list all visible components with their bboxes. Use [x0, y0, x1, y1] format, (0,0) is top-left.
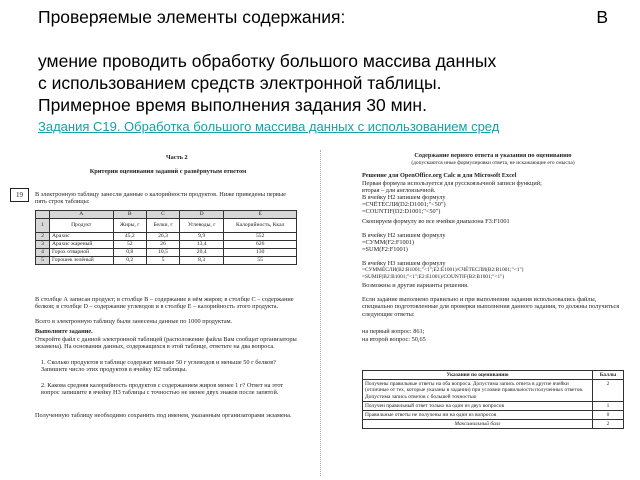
solution-line: В ячейку Н2 запишем формулу [362, 194, 446, 201]
sheet-cell: Горошек зелёный [50, 257, 114, 265]
sheet-cell: 552 [224, 233, 297, 241]
sheet-col-e: E [224, 211, 297, 219]
criteria-subtitle: Критерии оценивания заданий с развёрнутым ответом [89, 168, 247, 175]
heading-line-1-left: Проверяемые элементы содержания: [38, 7, 346, 27]
sheet-cell: 5 [146, 257, 179, 265]
criteria-row [363, 401, 624, 410]
part-label: Часть 2 [166, 154, 188, 161]
sheet-cell: 130 [224, 249, 297, 257]
columns-description: В столбце А записан продукт; в столбце В – содержание в нём жиров; в столбце С – содержание белков; в столбце D – содержание углеводов и в столбце Е – калорийность этого продукта. [35, 296, 294, 311]
sheet-row-number: 2 [36, 233, 50, 241]
sheet-cell: Белки, г [146, 219, 179, 233]
solution-heading: Решение для OpenOffice.org Calc и для Microsoft Excel [362, 172, 517, 179]
sheet-cell: Арахис жареный [50, 241, 114, 249]
sheet-row [36, 249, 297, 257]
sheet-cell: Арахис [50, 233, 114, 241]
sheet-cell: Калорийность, Ккал [224, 219, 297, 233]
sheet-cell: 13,4 [179, 241, 223, 249]
sheet-cell: 0,2 [113, 257, 146, 265]
slide-heading [38, 6, 608, 136]
sheet-cell: 55 [224, 257, 297, 265]
task-number-box: 19 [10, 188, 29, 202]
row-count-note: Всего в электронную таблицу были занесены данные по 1000 продуктам. [35, 318, 233, 325]
sheet-cell: 10,5 [146, 249, 179, 257]
task-heading: Выполните задание. [35, 328, 93, 335]
answer-title-note: (допускаются иные формулировки ответа, не искажающие его смысла) [411, 160, 575, 166]
sheet-row-number: 4 [36, 249, 50, 257]
tasks-c19-link[interactable]: Задания С19. Обработка большого массива данных с использованием сред [38, 119, 500, 134]
sheet-cell: Горох отварной [50, 249, 114, 257]
solution-formula: =COUNTIF(D2:D1001;"<50") [362, 208, 441, 215]
sheet-col-b: B [113, 211, 146, 219]
sheet-col-c: C [146, 211, 179, 219]
solution-formula: =СЧЁТЕСЛИ(D2:D1001;"<50") [362, 201, 446, 208]
solution-formula: =СУММЕСЛИ(B2:B1001;"<1";E2:E1001)/СЧЁТЕСЛИ(B2:B1001;"<1") [362, 267, 524, 273]
solution-formula: =SUM(F2:F1001) [362, 246, 408, 253]
sheet-cell: 8,3 [179, 257, 223, 265]
sheet-row [36, 241, 297, 249]
solution-line: Скопируем формулу во все ячейки диапазона F3:F1001 [362, 218, 510, 225]
criteria-header-row [363, 371, 624, 380]
solution-line: Возможны и другие варианты решения. [362, 282, 469, 289]
criteria-row [363, 411, 624, 420]
save-instruction: Полученную таблицу необходимо сохранить под именем, указанным организаторами экзамена. [35, 412, 292, 419]
sheet-row [36, 257, 297, 265]
criteria-points: 2 [593, 380, 624, 402]
sheet-row-number: 3 [36, 241, 50, 249]
criteria-max-label: Максимальный балл [363, 420, 593, 429]
sheet-cell: Продукт [50, 219, 114, 233]
solution-formula: =СУММ(F2:F1001) [362, 239, 415, 246]
sheet-cell: 52 [113, 241, 146, 249]
criteria-text: Получены правильные ответы на оба вопроса. Допустима запись ответа в другие ячейки (отличные от тех, которые указаны в задании) при условии правильности полученных ответов. Допустима запись ответов с большей точностью [363, 380, 593, 402]
solution-formula: =SUMIF(B2:B1001;"<1";E2:E1001)/COUNTIF(B2:B1001;"<1") [362, 274, 505, 280]
heading-line-3: с использованием средств электронной таблицы. [38, 73, 442, 93]
sheet-cell: 0,8 [113, 249, 146, 257]
sheet-cell: 20,4 [179, 249, 223, 257]
sheet-row [36, 233, 297, 241]
sheet-col-a: A [50, 211, 114, 219]
sheet-cell: 26 [146, 241, 179, 249]
criteria-points: 0 [593, 411, 624, 420]
sheet-row-number: 1 [36, 219, 50, 233]
question-1: 1. Сколько продуктов в таблице содержат меньше 50 г углеводов и меньше 50 г белков? Запишите число этих продуктов в ячейку Н2 таблицы. [41, 359, 276, 374]
heading-line-2: умение проводить обработку большого массива данных [38, 51, 497, 71]
answer-2: на второй вопрос: 50,65 [362, 336, 426, 343]
criteria-max-value: 2 [593, 420, 624, 429]
answer-title: Содержание верного ответа и указания по оцениванию [414, 152, 572, 159]
sheet-header-row [36, 211, 297, 219]
answer-page-scan [362, 152, 626, 478]
solution-line: вторая – для англоязычной. [362, 187, 436, 194]
criteria-row [363, 380, 624, 402]
criteria-max-row [363, 420, 624, 429]
heading-line-1-right: В [596, 7, 608, 27]
answer-1: на первый вопрос: 861; [362, 328, 425, 335]
task-intro: В электронную таблицу занесли данные о калорийности продуктов. Ниже приведены первые пять строк таблицы: [35, 191, 286, 206]
sheet-cell: Углеводы, г [179, 219, 223, 233]
sheet-cell: 26,3 [146, 233, 179, 241]
criteria-text: Правильные ответы не получены ни на один из вопросов [363, 411, 593, 420]
sheet-cell: 45,2 [113, 233, 146, 241]
sheet-cell: 9,9 [179, 233, 223, 241]
task-page-scan [8, 150, 321, 476]
spreadsheet-table [35, 210, 297, 265]
solution-line: В ячейку Н3 запишем формулу [362, 260, 446, 267]
criteria-points: 1 [593, 401, 624, 410]
heading-line-4: Примерное время выполнения задания 30 мин. [38, 95, 427, 115]
solution-line: Первая формула используется для русскоязычной записи функций; [362, 180, 542, 187]
criteria-text: Получен правильный ответ только на один из двух вопросов [363, 401, 593, 410]
criteria-header-right: Баллы [593, 371, 624, 380]
sheet-cell: Жиры, г [113, 219, 146, 233]
criteria-table [362, 370, 624, 429]
sheet-row [36, 219, 297, 233]
solution-line: В ячейку Н2 запишем формулу [362, 232, 446, 239]
criteria-header-left: Указания по оцениванию [363, 371, 593, 380]
sheet-col-d: D [179, 211, 223, 219]
sheet-row-number: 5 [36, 257, 50, 265]
heading-line-1 [38, 6, 608, 28]
task-instructions: Откройте файл с данной электронной таблицей (расположение файла Вам сообщат организаторы экзамена). На основании данных, содержащихся в этой таблице, ответьте на два вопроса. [35, 336, 297, 351]
solution-note: Если задание выполнено правильно и при выполнении задания использовались файлы, специально подготовленные для проверки выполнения данного задания, то должны получиться следующие ответы: [362, 296, 620, 318]
question-2: 2. Какова средняя калорийность продуктов с содержанием жиров менее 1 г? Ответ на этот вопрос запишите в ячейку Н3 таблицы с точностью не менее двух знаков после запятой. [41, 382, 284, 397]
sheet-corner [36, 211, 50, 219]
sheet-cell: 626 [224, 241, 297, 249]
